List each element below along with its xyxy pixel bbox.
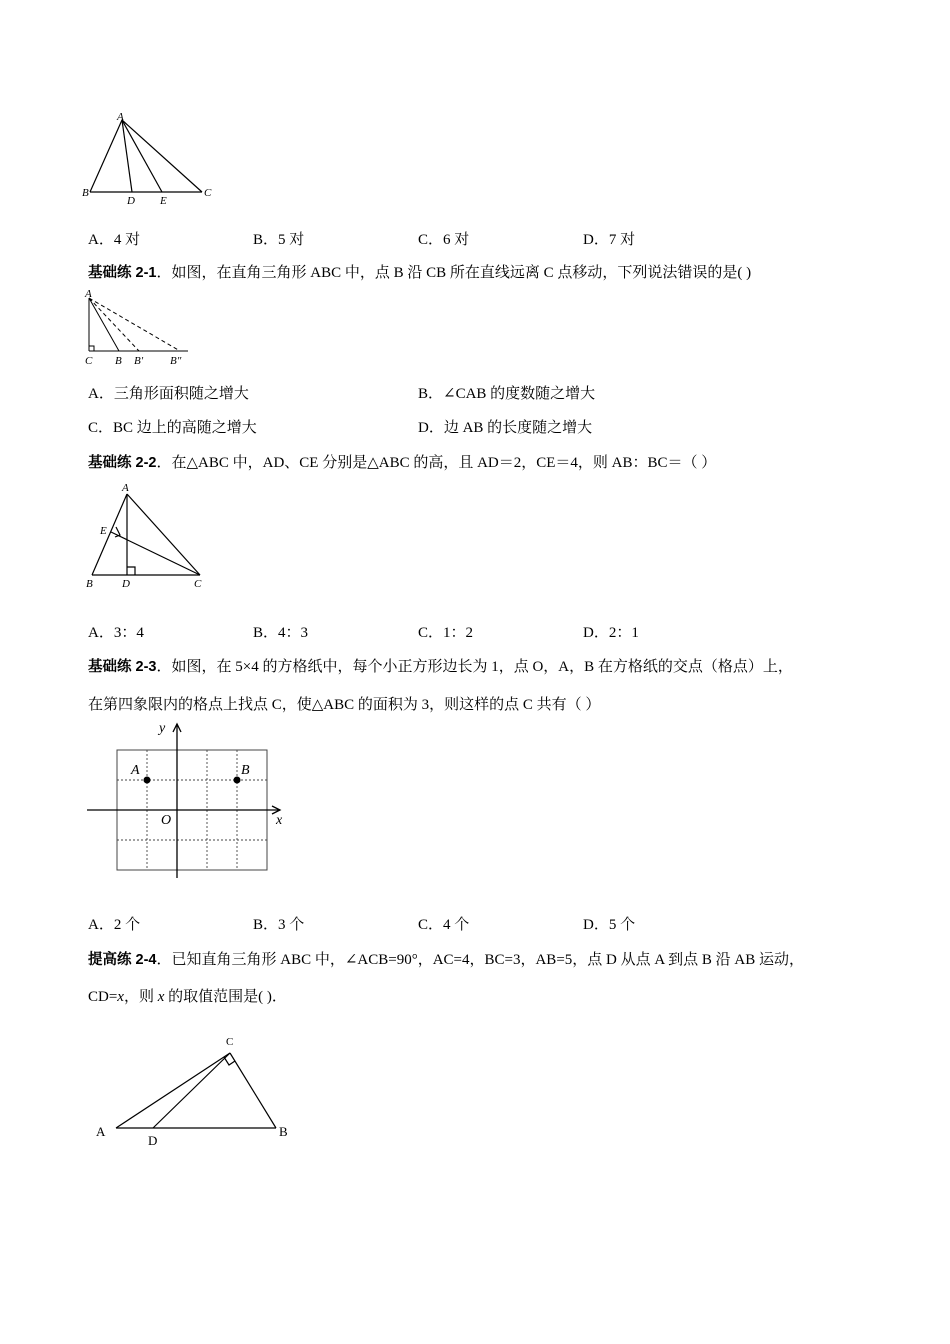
figure-triangle-altitudes bbox=[82, 480, 212, 592]
fig21-label-a: A bbox=[85, 288, 92, 300]
fig24-label-d: D bbox=[148, 1133, 158, 1148]
option-c[interactable]: C．6 对 bbox=[418, 232, 470, 248]
figure-grid-coordinate bbox=[85, 718, 295, 883]
question-2-2 bbox=[88, 451, 716, 472]
question-label: 基础练 2-3 bbox=[88, 659, 157, 675]
question-2-3-line2 bbox=[88, 693, 600, 714]
question-label: 基础练 2-1 bbox=[88, 265, 157, 281]
fig21-label-c: C bbox=[85, 355, 93, 367]
fig22-label-b: B bbox=[86, 578, 93, 590]
fig22-label-d: D bbox=[122, 578, 130, 590]
question-text: 在第四象限内的格点上找点 C，使△ABC 的面积为 3，则这样的点 C 共有（ ） bbox=[88, 697, 601, 713]
option-a[interactable]: A．3：4 bbox=[88, 625, 144, 641]
option-b[interactable]: B．5 对 bbox=[253, 232, 305, 248]
question-label: 提高练 2-4 bbox=[88, 952, 157, 968]
fig21-label-b-double-prime: B″ bbox=[170, 355, 182, 367]
option-b[interactable]: B．∠CAB 的度数随之增大 bbox=[418, 386, 596, 402]
figure-right-triangle-moving bbox=[82, 288, 202, 368]
option-d[interactable]: D．边 AB 的长度随之增大 bbox=[418, 420, 593, 436]
question-2-3-line1 bbox=[88, 655, 793, 676]
option-b[interactable]: B．4：3 bbox=[253, 625, 309, 641]
option-c[interactable]: C．1：2 bbox=[418, 625, 474, 641]
option-a[interactable]: A．4 对 bbox=[88, 232, 141, 248]
question-text: ，则 bbox=[123, 989, 158, 1005]
option-a[interactable]: A．2 个 bbox=[88, 917, 141, 933]
fig22-label-e: E bbox=[100, 525, 107, 537]
option-b[interactable]: B．3 个 bbox=[253, 917, 305, 933]
fig1-label-d: D bbox=[127, 195, 135, 207]
question-2-1 bbox=[88, 261, 751, 282]
variable-x: x bbox=[157, 989, 165, 1005]
question-label: 基础练 2-2 bbox=[88, 455, 157, 471]
fig1-label-c: C bbox=[204, 187, 212, 199]
fig1-label-b: B bbox=[82, 187, 89, 199]
fig22-label-a: A bbox=[122, 482, 129, 494]
option-c[interactable]: C．BC 边上的高随之增大 bbox=[88, 420, 257, 436]
fig23-label-b: B bbox=[241, 763, 250, 778]
option-d[interactable]: D．5 个 bbox=[583, 917, 636, 933]
question-text: 的取值范围是( )． bbox=[164, 989, 287, 1005]
option-d[interactable]: D．2：1 bbox=[583, 625, 639, 641]
fig24-label-a: A bbox=[96, 1124, 106, 1139]
fig24-label-b: B bbox=[279, 1124, 288, 1139]
figure-right-triangle-moving-point bbox=[90, 1028, 305, 1153]
fig1-label-a: A bbox=[117, 111, 124, 123]
fig23-label-a: A bbox=[131, 763, 140, 778]
fig1-label-e: E bbox=[160, 195, 167, 207]
fig24-label-c: C bbox=[226, 1036, 234, 1048]
variable-x: x bbox=[117, 989, 124, 1005]
question-text: ．如图，在 5×4 的方格纸中，每个小正方形边长为 1，点 O，A，B 在方格纸的交点（格点）上， bbox=[156, 659, 793, 675]
fig21-label-b-prime: B′ bbox=[134, 355, 144, 367]
option-d[interactable]: D．7 对 bbox=[583, 232, 636, 248]
question-text: ．如图，在直角三角形 ABC 中，点 B 沿 CB 所在直线远离 C 点移动，下列说法错误的是( ) bbox=[156, 265, 752, 281]
fig23-label-y: y bbox=[159, 721, 166, 736]
question-2-4-line1 bbox=[88, 948, 804, 969]
option-a[interactable]: A．三角形面积随之增大 bbox=[88, 386, 249, 402]
question-text: ．已知直角三角形 ABC 中，∠ACB=90°，AC=4，BC=3，AB=5，点 D 从点 A 到点 B 沿 AB 运动， bbox=[156, 952, 804, 968]
question-text: CD= bbox=[88, 989, 118, 1005]
question-2-4-line2 bbox=[88, 985, 287, 1006]
fig21-label-b: B bbox=[115, 355, 122, 367]
question-text: ．在△ABC 中，AD、CE 分别是△ABC 的高，且 AD＝2，CE＝4，则 AB：BC＝（ ） bbox=[156, 455, 717, 471]
fig22-label-c: C bbox=[194, 578, 202, 590]
fig23-label-x: x bbox=[276, 813, 283, 828]
option-c[interactable]: C．4 个 bbox=[418, 917, 470, 933]
figure-triangle-cevians bbox=[82, 112, 217, 210]
fig23-label-o: O bbox=[161, 813, 172, 828]
